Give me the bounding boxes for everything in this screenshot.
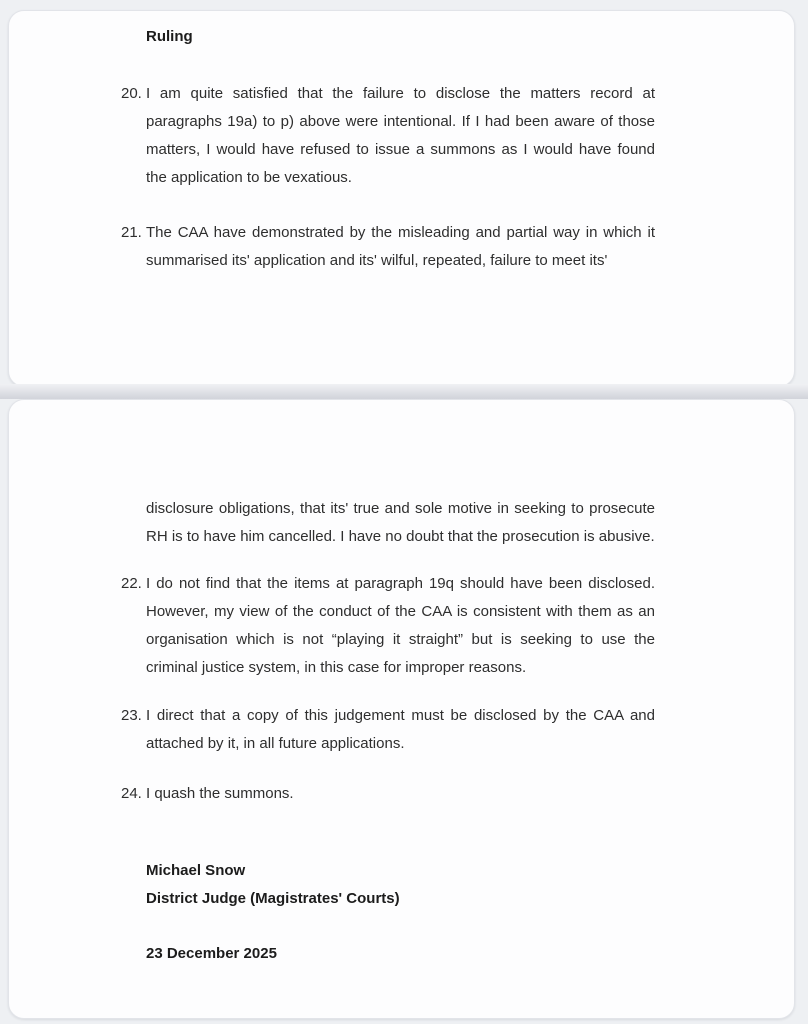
paragraph-20 (121, 80, 655, 192)
paragraph-24-number: 24. (121, 785, 142, 802)
paragraph-24 (121, 780, 655, 808)
paragraph-24-text: I quash the summons. (146, 785, 294, 802)
paragraph-21 (121, 219, 655, 275)
paragraph-21-number: 21. (121, 224, 142, 241)
paragraph-23-number: 23. (121, 707, 142, 724)
paragraph-20-number: 20. (121, 85, 142, 102)
document-page-1 (8, 10, 795, 387)
signature-date: 23 December 2025 (146, 945, 277, 962)
paragraph-22-text: I do not find that the items at paragraph 19q should have been disclosed. However, my view of the conduct of the CAA is consistent with them as an organisation which is not “playing it straight” but is seeking to use the criminal justice system, in this case for improper reasons. (146, 575, 655, 676)
signature-block (146, 857, 655, 913)
ruling-heading: Ruling (146, 28, 193, 45)
signature-name: Michael Snow (146, 862, 246, 879)
paragraph-21-text: The CAA have demonstrated by the misleading and partial way in which it summarised its' application and its' wilful, repeated, failure to meet its' (146, 224, 655, 269)
document-page-2 (8, 399, 795, 1019)
paragraph-23-text: I direct that a copy of this judgement must be disclosed by the CAA and attached by it, in all future applications. (146, 707, 655, 752)
paragraph-23 (121, 702, 655, 758)
signature-title: District Judge (Magistrates' Courts) (146, 890, 400, 907)
paragraph-20-text: I am quite satisfied that the failure to disclose the matters record at paragraphs 19a) to p) above were intentional. If I had been aware of those matters, I would have refused to issue a summons as I would have found the application to be vexatious. (146, 85, 655, 186)
paragraph-21-continuation-text: disclosure obligations, that its' true and sole motive in seeking to prosecute RH is to have him cancelled. I have no doubt that the prosecution is abusive. (146, 500, 655, 545)
page-1-content (9, 23, 794, 275)
paragraph-22 (121, 570, 655, 682)
page-2-content (9, 495, 794, 968)
page-gap-divider (0, 384, 808, 399)
paragraph-22-number: 22. (121, 575, 142, 592)
